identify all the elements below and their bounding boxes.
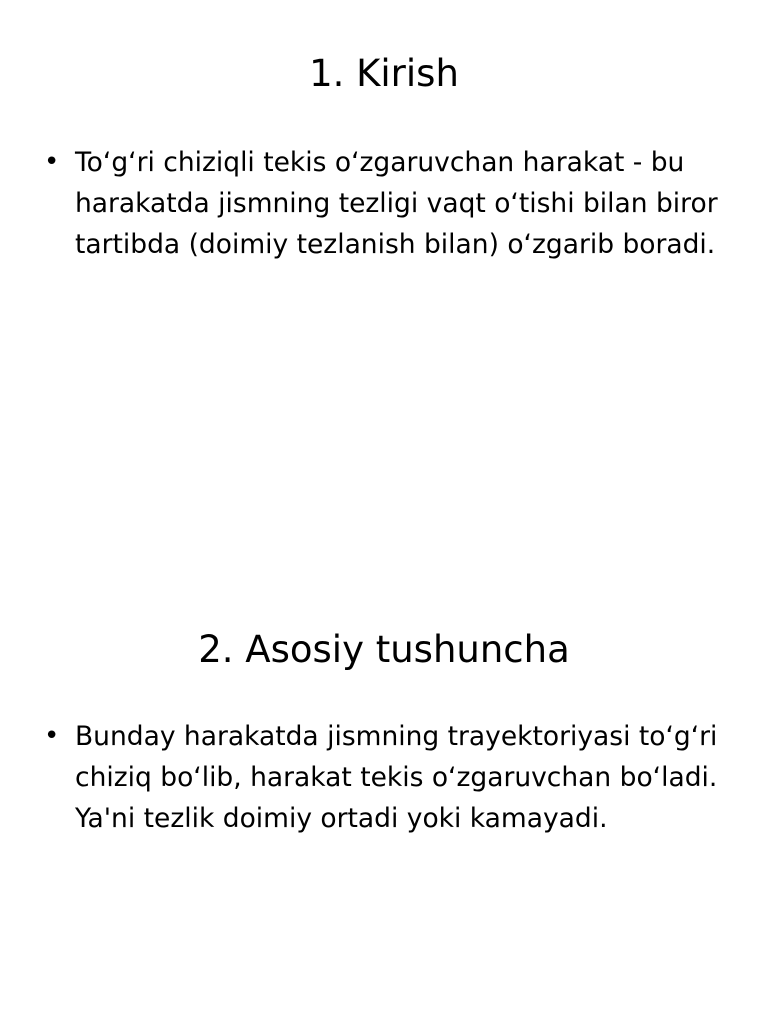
slide-2 [0, 576, 768, 1024]
bullet-item [44, 716, 734, 839]
bullet-text: Bunday harakatda jismning trayektoriyasi to‘g‘ri chiziq bo‘lib, harakat tekis o‘zgaruvchan bo‘ladi. Ya'ni tezlik doimiy ortadi yoki kamayadi. [75, 721, 718, 834]
bullet-marker: • [44, 147, 60, 177]
slide-title: 1. Kirish [309, 52, 459, 95]
bullet-item [44, 142, 734, 265]
bullet-marker: • [44, 721, 60, 751]
bullet-text: To‘g‘ri chiziqli tekis o‘zgaruvchan harakat - bu harakatda jismning tezligi vaqt o‘tishi bilan biror tartibda (doimiy tezlanish bilan) o‘zgarib boradi. [75, 147, 718, 260]
bullet-list [44, 142, 734, 265]
slide-title: 2. Asosiy tushuncha [198, 628, 570, 671]
bullet-list [44, 716, 734, 839]
